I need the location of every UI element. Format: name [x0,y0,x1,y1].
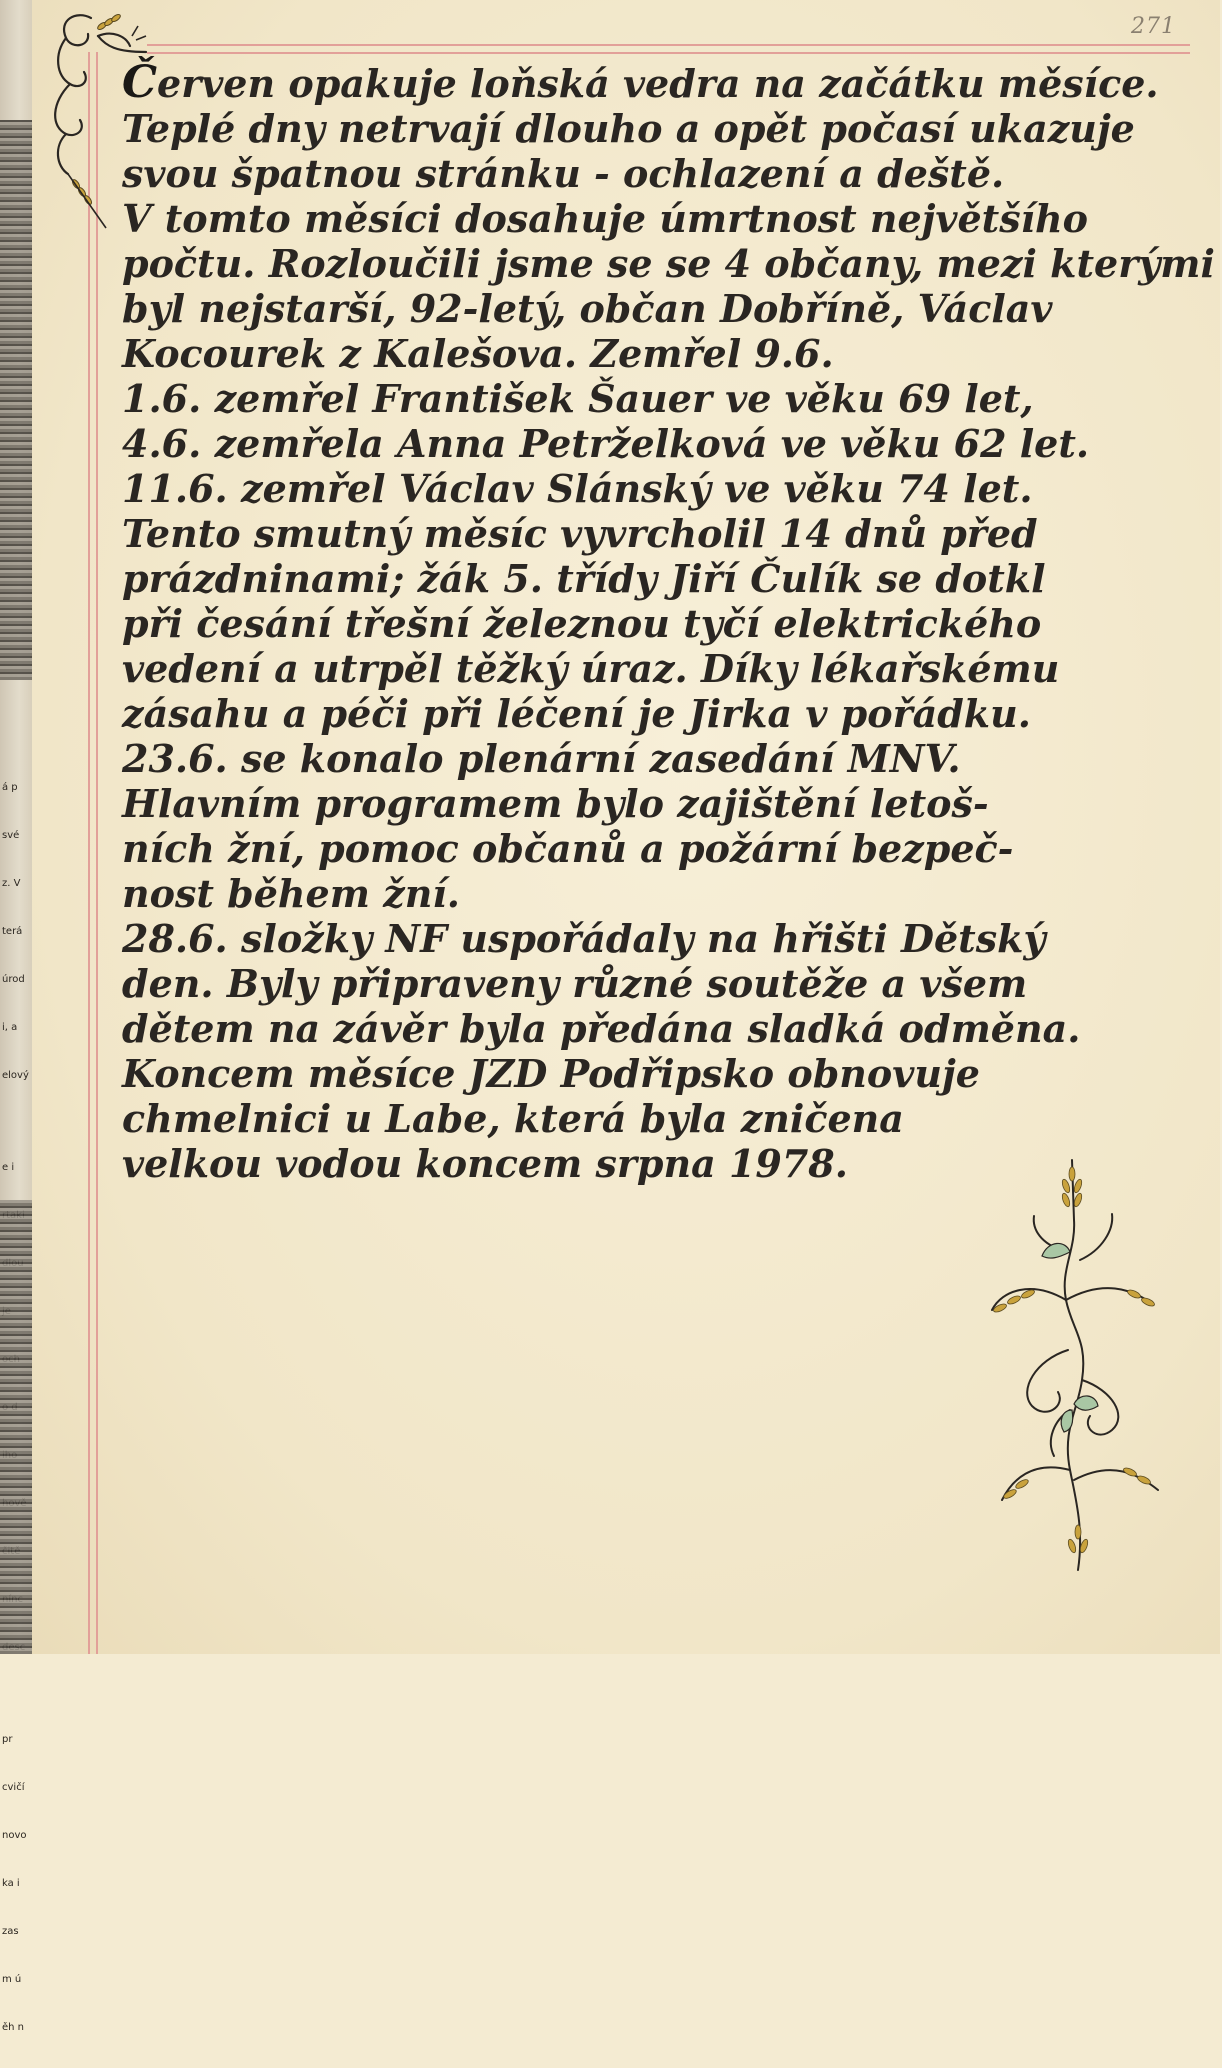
margin-rule-top [147,52,1190,54]
handwritten-line: 11.6. zemřel Václav Slánský ve věku 74 let. [122,466,1033,511]
clipping-photo [0,120,32,680]
clipping-snippet: á p [2,782,18,793]
clipping-snippet: z. V [2,878,21,889]
clipping-snippet: ěh n [2,2022,25,2033]
clipping-snippet: elový [2,1070,29,1081]
wheat-spray-icon [962,1160,1182,1580]
handwritten-line: Hlavním programem bylo zajištění letoš- [122,781,989,826]
handwritten-line: Kocourek z Kalešova. Zemřel 9.6. [122,331,834,376]
handwritten-line: svou špatnou stránku - ochlazení a deště. [122,151,1005,196]
clipping-snippet: ka i [2,1878,20,1889]
handwritten-line: 4.6. zemřela Anna Petrželková ve věku 62 let. [122,421,1090,466]
clipping-photo [0,1200,32,1654]
clipping-snippet: své [2,830,20,841]
margin-rule-top [147,44,1190,46]
clipping-snippet: pr [2,1734,13,1745]
handwritten-line: počtu. Rozloučili jsme se se 4 občany, mezi kterými [122,241,1215,286]
handwritten-line: vedení a utrpěl těžký úraz. Díky lékařskému [122,646,1060,691]
handwritten-line: velkou vodou koncem srpna 1978. [122,1141,848,1186]
handwritten-line: ních žní, pomoc občanů a požární bezpeč- [122,826,1014,871]
clipping-gap [2,1116,32,1128]
handwritten-line: 23.6. se konalo plenární zasedání MNV. [122,736,961,781]
handwritten-line: V tomto měsíci dosahuje úmrtnost největšího [122,196,1089,241]
newspaper-clipping-edge [0,0,33,2033]
clipping-snippet: cvičí [2,1782,25,1793]
margin-rule-left [96,52,98,1654]
handwritten-line: Teplé dny netrvají dlouho a opět počasí ukazuje [122,106,1135,151]
handwritten-line: nost během žní. [122,871,461,916]
clipping-snippet: úrod [2,974,25,985]
handwritten-line: 1.6. zemřel František Šauer ve věku 69 let, [122,376,1034,421]
decorated-initial: Č [122,57,158,108]
handwritten-line: den. Byly připraveny různé soutěže a všem [122,961,1028,1006]
page-number: 271 [1131,14,1176,39]
chronicle-page [32,0,1220,1654]
handwritten-line: 28.6. složky NF uspořádaly na hřišti Dětský [122,916,1046,961]
clipping-snippet: zas [2,1926,19,1937]
handwritten-line: Koncem měsíce JZD Podřipsko obnovuje [122,1051,980,1096]
clipping-snippet: m ú [2,1974,22,1985]
handwritten-line [122,57,1222,108]
margin-rule-left [88,52,90,1654]
clipping-snippet: e i [2,1162,15,1173]
clipping-gap [2,1688,32,1700]
clipping-snippet: terá [2,926,23,937]
handwritten-line: byl nejstarší, 92-letý, občan Dobříně, Václav [122,286,1053,331]
handwritten-line: prázdninami; žák 5. třídy Jiří Čulík se dotkl [122,556,1046,601]
handwritten-line: při česání třešní železnou tyčí elektrického [122,601,1042,646]
chronicle-entry [102,57,1222,1186]
handwritten-line: dětem na závěr byla předána sladká odměna. [122,1006,1081,1051]
handwritten-text: erven opakuje loňská vedra na začátku měsíce. [157,61,1159,106]
handwritten-line: chmelnici u Labe, která byla zničena [122,1096,904,1141]
handwritten-line: Tento smutný měsíc vyvrcholil 14 dnů před [122,511,1038,556]
clipping-snippet: novo [2,1830,27,1841]
handwritten-line: zásahu a péči při léčení je Jirka v pořádku. [122,691,1031,736]
clipping-snippet: i, a [2,1022,18,1033]
